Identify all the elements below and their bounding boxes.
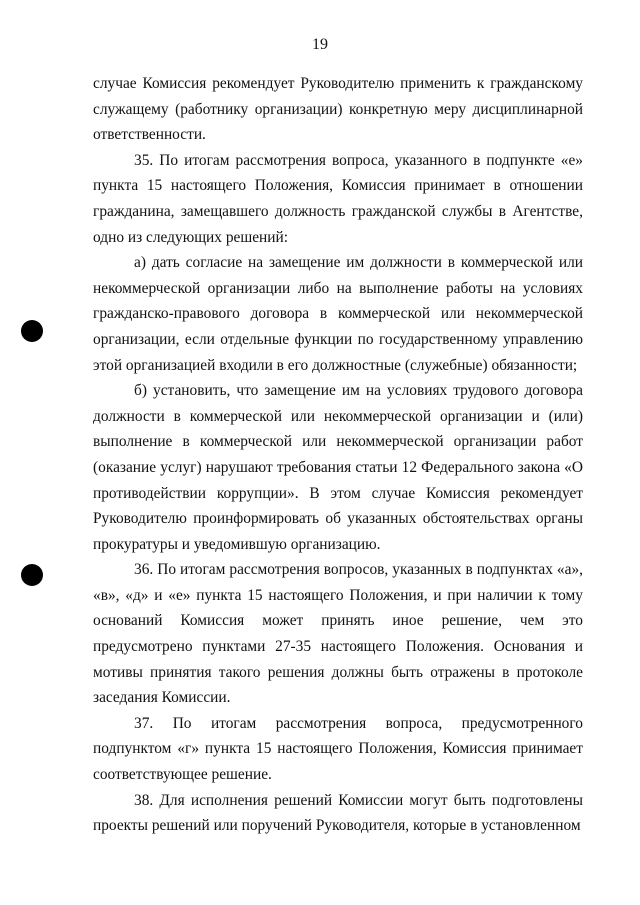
document-body (93, 71, 583, 839)
page-number: 19 (312, 36, 328, 53)
punch-hole-top (21, 320, 43, 342)
paragraph-37: 37. По итогам рассмотрения вопроса, предусмотренного подпунктом «г» пункта 15 настоящего Положения, Комиссия принимает соответствующее решение. (93, 714, 583, 784)
paragraph-38: 38. Для исполнения решений Комиссии могут быть подготовлены проекты решений или поручений Руководителя, которые в установленном (93, 791, 583, 835)
punch-hole-bottom (21, 564, 43, 586)
paragraph-35: 35. По итогам рассмотрения вопроса, указанного в подпункте «е» пункта 15 настоящего Положения, Комиссия принимает в отношении гражданина, замещавшего должность гражданской службы в Агентстве, одно из следующих решений: (93, 151, 583, 246)
paragraph-36: 36. По итогам рассмотрения вопросов, указанных в подпунктах «а», «в», «д» и «е» пункта 15 настоящего Положения, и при наличии к тому оснований Комиссия может принять иное решение, чем это предусмотрено пунктами 27-35 настоящего Положения. Основания и мотивы принятия такого решения должны быть отражены в протоколе заседания Комиссии. (93, 561, 583, 707)
paragraph-35b: б) установить, что замещение им на условиях трудового договора должности в коммерческой или некоммерческой организации и (или) выполнение в коммерческой или некоммерческой организации работ (оказание услуг) нарушают требования статьи 12 Федерального закона «О противодействии коррупции». В этом случае Комиссия рекомендует Руководителю проинформировать об указанных обстоятельствах органы прокуратуры и уведомившую организацию. (93, 382, 583, 553)
paragraph-35a: а) дать согласие на замещение им должности в коммерческой или некоммерческой организации либо на выполнение работы на условиях гражданско-правового договора в коммерческой или некоммерческой организации, если отдельные функции по государственному управлению этой организацией входили в его должностные (служебные) обязанности; (93, 254, 583, 374)
paragraph-continuation: случае Комиссия рекомендует Руководителю применить к гражданскому служащему (работнику организации) конкретную меру дисциплинарной ответственности. (93, 75, 583, 144)
